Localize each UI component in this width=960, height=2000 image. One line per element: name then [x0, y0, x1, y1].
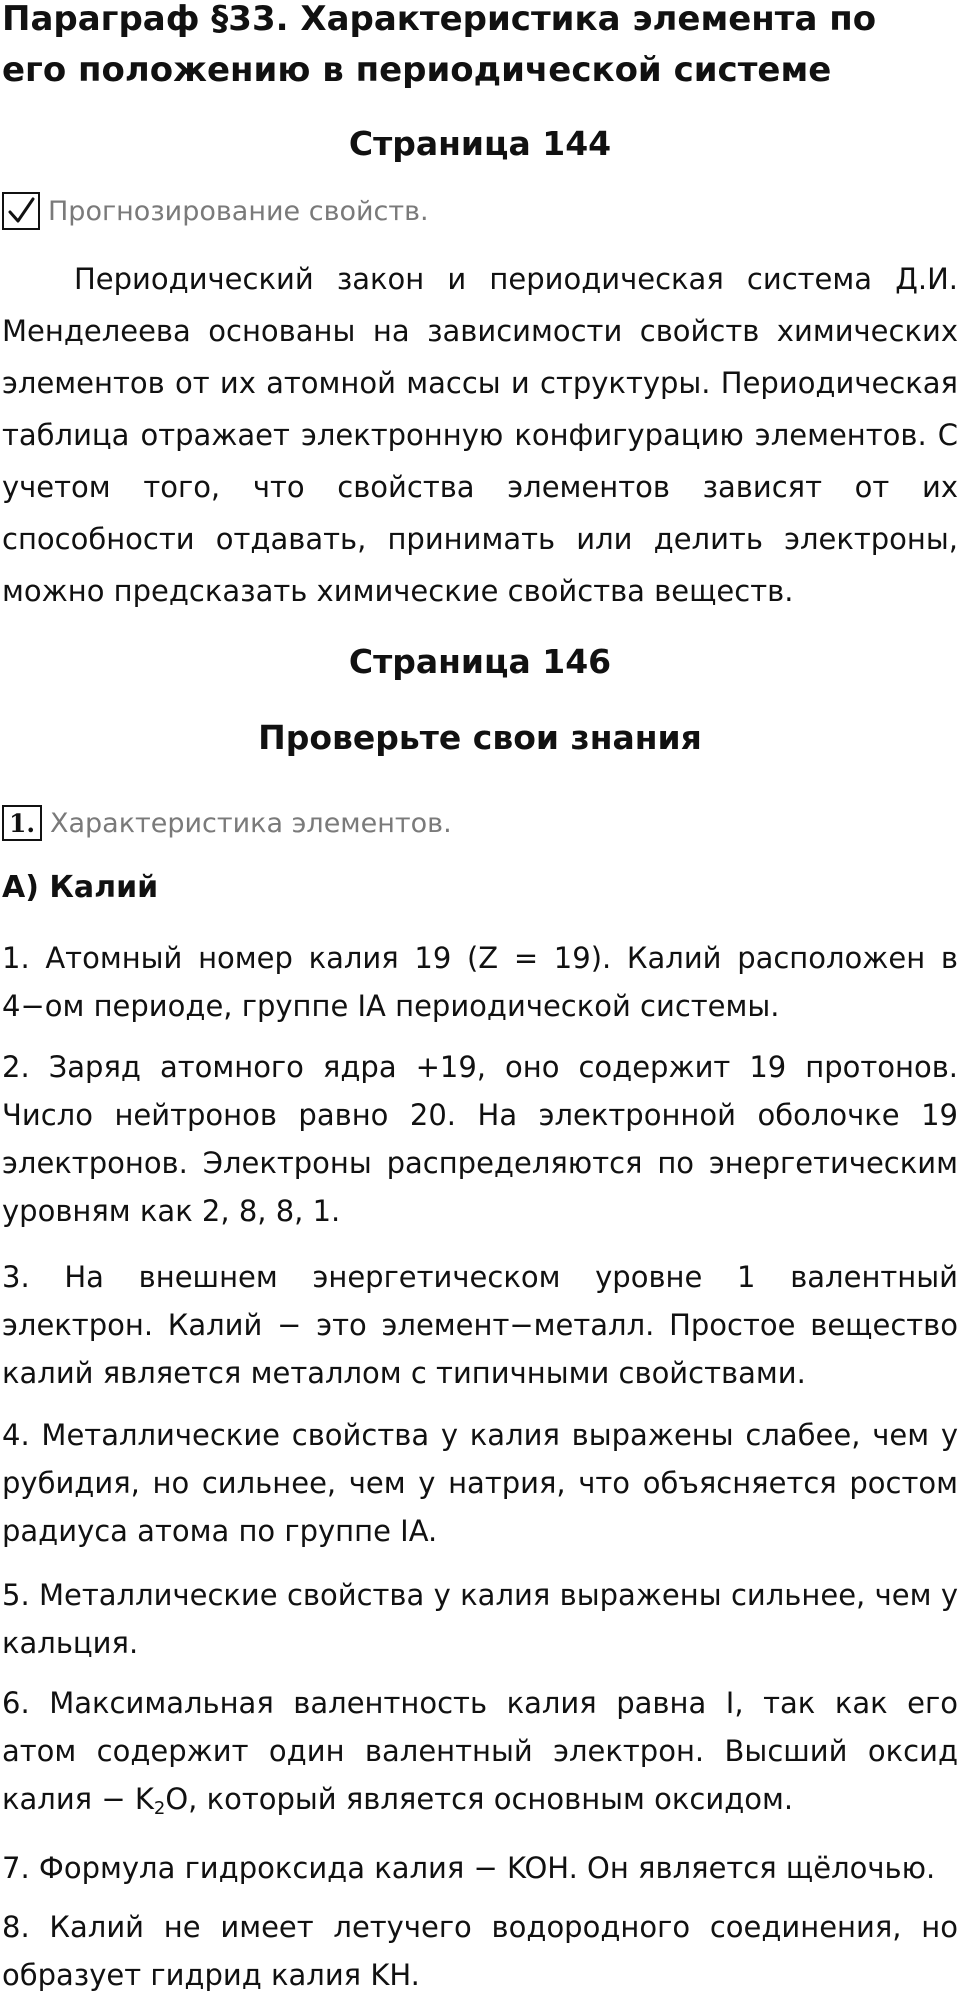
hint-row — [2, 192, 429, 230]
page-heading-144: Страница 144 — [348, 124, 612, 163]
list-item: 7. Формула гидроксида калия − KOH. Он является щёлочью. — [2, 1851, 936, 1885]
list-item — [2, 1679, 958, 1823]
list-item: 3. На внешнем энергетическом уровне 1 валентный электрон. Калий − это элемент−металл. Простое вещество калий является металлом с типичными свойствами. — [2, 1260, 958, 1390]
checkmark-icon — [2, 192, 40, 230]
item6-text: 6. Максимальная валентность калия равна I, так как его атом содержит один валентный электрон. Высший оксид калия − K — [2, 1686, 958, 1816]
page-title: Параграф §33. Характеристика элемента по его положению в периодической системе — [2, 0, 877, 90]
item6-text-end: O, который является основным оксидом. — [165, 1782, 794, 1816]
task-number-badge: 1. — [2, 805, 42, 841]
intro-paragraph: Периодический закон и периодическая система Д.И. Менделеева основаны на зависимости свойств химических элементов от их атомной массы и структуры. Периодическая таблица отражает электронную конфигурацию элементов. С учетом того, что свойства элементов зависят от их способности отдавать, принимать или делить электроны, можно предсказать химические свойства веществ. — [2, 262, 958, 608]
list-item: 1. Атомный номер калия 19 (Z = 19). Калий расположен в 4−ом периоде, группе IA периодической системы. — [2, 941, 958, 1023]
element-heading: А) Калий — [2, 870, 159, 905]
task-row — [2, 805, 452, 841]
list-item: 2. Заряд атомного ядра +19, оно содержит 19 протонов. Число нейтронов равно 20. На электронной оболочке 19 электронов. Электроны распределяются по энергетическим уровням как 2, 8, 8, 1. — [2, 1050, 958, 1228]
knowledge-check-heading: Проверьте свои знания — [258, 718, 702, 757]
page-heading-146: Страница 146 — [348, 642, 612, 681]
hint-text: Прогнозирование свойств. — [48, 195, 429, 227]
subscript: 2 — [153, 1798, 166, 1819]
list-item: 5. Металлические свойства у калия выражены сильнее, чем у кальция. — [2, 1578, 958, 1660]
list-item: 4. Металлические свойства у калия выражены слабее, чем у рубидия, но сильнее, чем у натрия, что объясняется ростом радиуса атома по группе IA. — [2, 1418, 958, 1548]
task-text: Характеристика элементов. — [50, 807, 452, 839]
list-item: 8. Калий не имеет летучего водородного соединения, но образует гидрид калия KH. — [2, 1910, 958, 1992]
